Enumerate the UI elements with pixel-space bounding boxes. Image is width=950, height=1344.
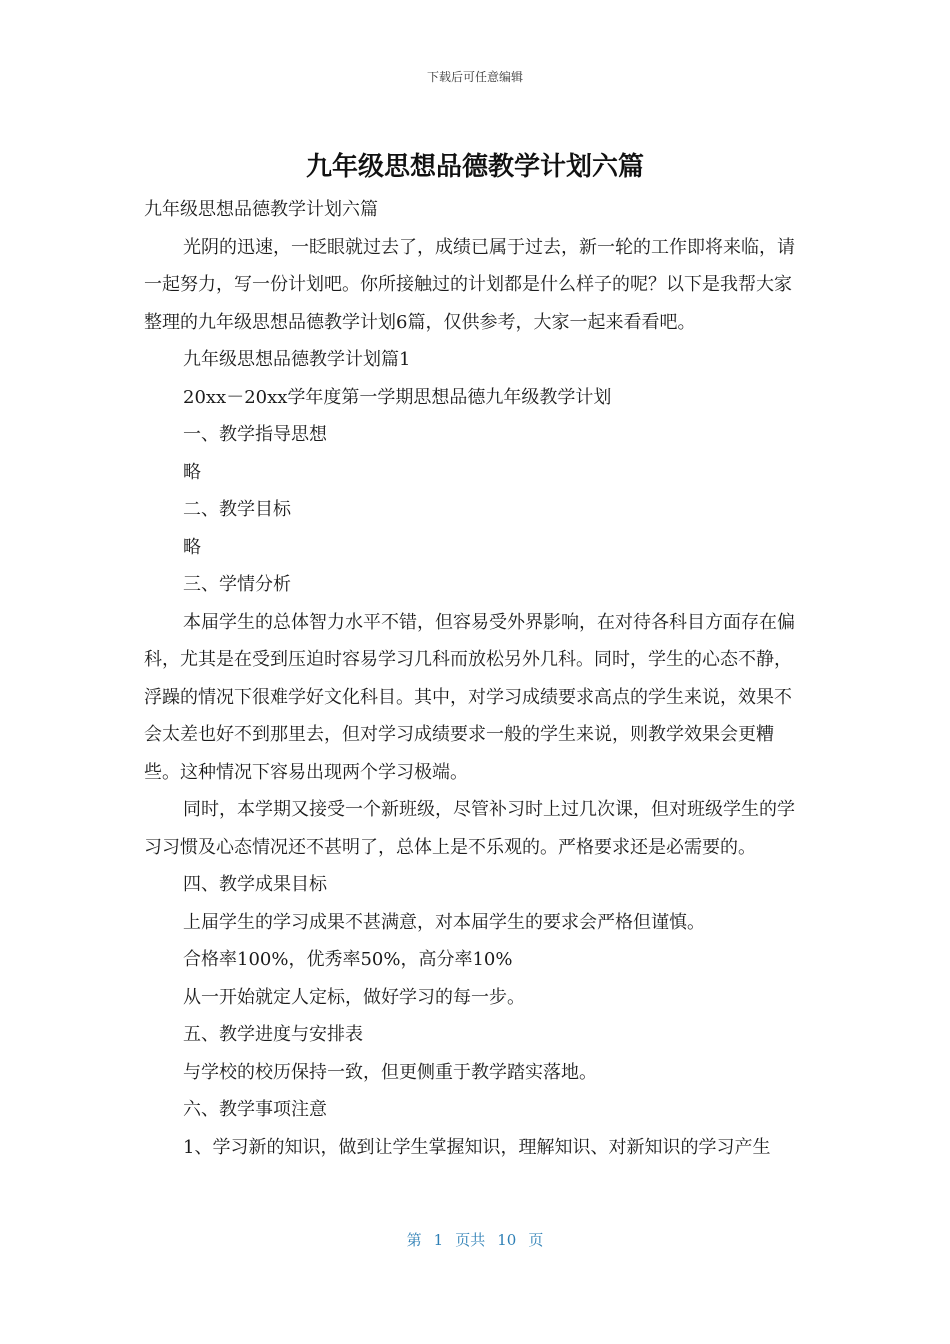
paragraph: 与学校的校历保持一致，但更侧重于教学踏实落地。: [183, 1061, 597, 1083]
section-heading: 五、教学进度与安排表: [183, 1024, 363, 1045]
paragraph: 本届学生的总体智力水平不错，但容易受外界影响，在对待各科目方面存在偏科，尤其是在受到压迫时容易学习几科而放松另外几科。同时，学生的心态不静，浮躁的情况下很难学好文化科目。其中，对学习成绩要求高点的学生来说，效果不会太差也好不到那里去，但对学习成绩要求一般的学生来说，则教学效果会更糟些。这种情况下容易出现两个学习极端。: [144, 611, 795, 783]
footer-mid: 页共: [455, 1231, 486, 1249]
paragraph: 同时，本学期又接受一个新班级，尽管补习时上过几次课，但对班级学生的学习习惯及心态情况还不甚明了，总体上是不乐观的。严格要求还是必需要的。: [144, 799, 795, 858]
paragraph: 九年级思想品德教学计划篇1: [183, 349, 411, 370]
paragraph: 1、学习新的知识，做到让学生掌握知识，理解知识、对新知识的学习产生: [183, 1136, 771, 1158]
paragraph: 20xx－20xx学年度第一学期思想品德九年级教学计划: [183, 386, 612, 408]
section-heading: 二、教学目标: [183, 499, 291, 520]
footer-suffix: 页: [528, 1231, 544, 1249]
paragraph: 九年级思想品德教学计划六篇: [144, 199, 378, 220]
footer-prefix: 第: [406, 1231, 422, 1249]
section-heading: 六、教学事项注意: [183, 1099, 327, 1120]
section-heading: 三、学情分析: [183, 574, 291, 595]
header-note: 下载后可任意编辑: [426, 70, 523, 84]
paragraph: 合格率100%，优秀率50%，高分率10%: [183, 949, 513, 970]
page-footer: [0, 1229, 950, 1250]
section-heading: 一、教学指导思想: [183, 424, 327, 445]
document-title: 九年级思想品德教学计划六篇: [305, 152, 644, 182]
document-body: [144, 191, 808, 1166]
paragraph: 光阴的迅速，一眨眼就过去了，成绩已属于过去，新一轮的工作即将来临，请一起努力，写一份计划吧。你所接触过的计划都是什么样子的呢？以下是我帮大家整理的九年级思想品德教学计划6篇，仅供参考，大家一起来看看吧。: [144, 236, 795, 333]
paragraph: 略: [183, 461, 201, 483]
footer-total-pages: 10: [497, 1231, 517, 1249]
paragraph: 上届学生的学习成果不甚满意，对本届学生的要求会严格但谨慎。: [183, 911, 705, 933]
footer-current-page: 1: [433, 1231, 444, 1249]
paragraph: 从一开始就定人定标，做好学习的每一步。: [183, 986, 525, 1008]
paragraph: 略: [183, 536, 201, 558]
section-heading: 四、教学成果目标: [183, 874, 327, 895]
